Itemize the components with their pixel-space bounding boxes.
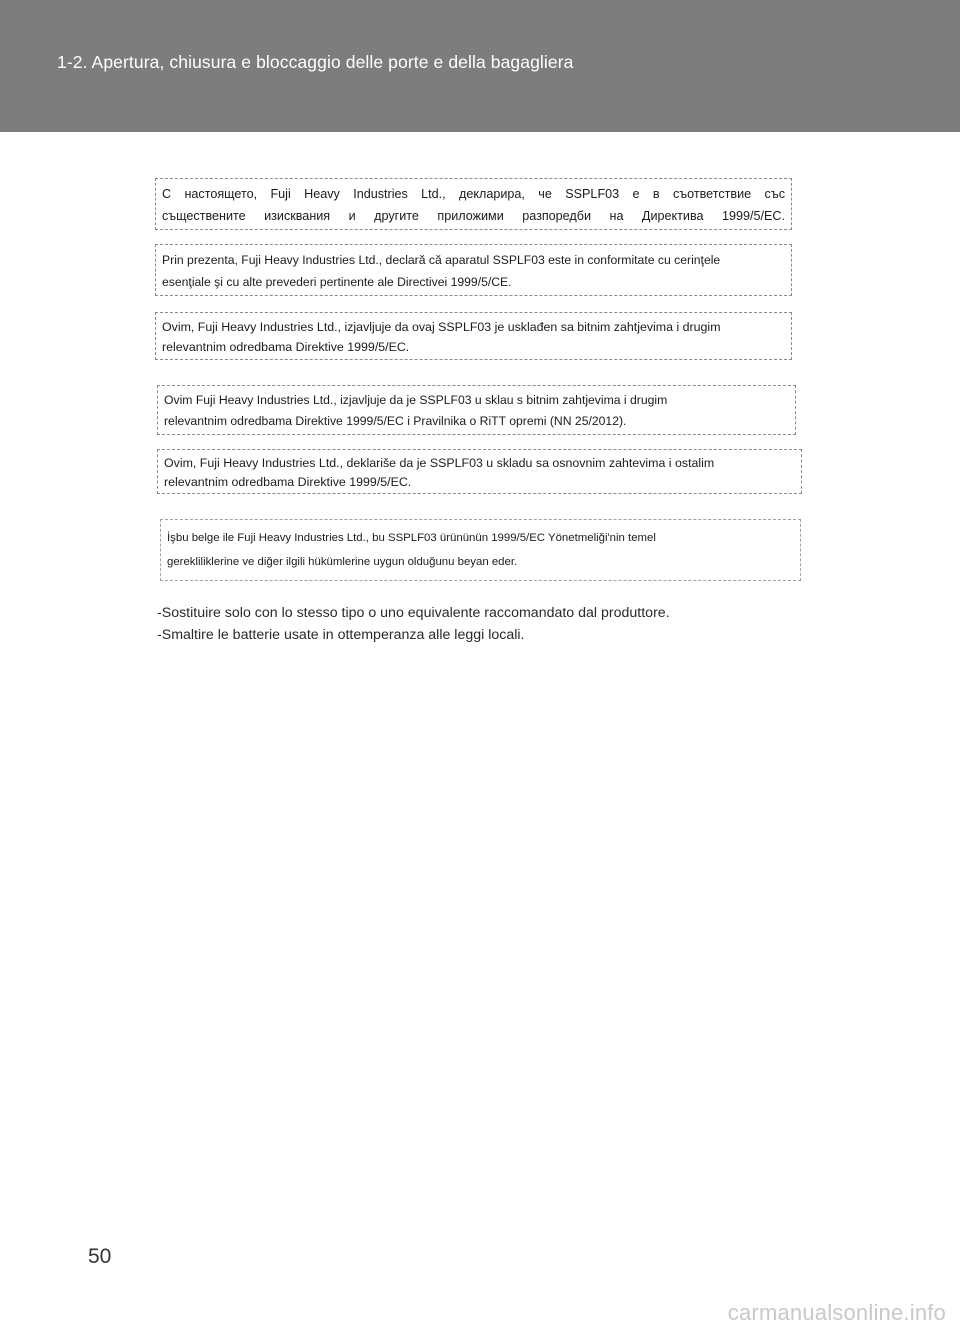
declaration-line: esenţiale şi cu alte prevederi pertinente ale Directivei 1999/5/CE. [162, 275, 512, 289]
declaration-line: С настоящето, Fuji Heavy Industries Ltd., декларира, че SSPLF03 е в съответствие със [162, 187, 785, 201]
declaration-box-croatian-2 [157, 385, 796, 435]
declaration-line: Ovim Fuji Heavy Industries Ltd., izjavljuje da je SSPLF03 u sklau s bitnim zahtjevima i drugim [164, 393, 668, 407]
declaration-line: Ovim, Fuji Heavy Industries Ltd., deklariše da je SSPLF03 u skladu sa osnovnim zahtevima i ostalim [164, 456, 715, 470]
page-number: 50 [88, 1245, 112, 1268]
site-watermark: carmanualsonline.info [727, 1300, 946, 1325]
declaration-box-croatian-1 [155, 312, 792, 360]
battery-note-replace: -Sostituire solo con lo stesso tipo o uno equivalente raccomandato dal produttore. [157, 605, 670, 621]
page-header [0, 0, 960, 132]
declaration-line: gerekliliklerine ve diğer ilgili hükümlerine uygun olduğunu beyan eder. [167, 556, 518, 568]
declaration-box-romanian [155, 244, 792, 296]
section-title: 1-2. Apertura, chiusura e bloccaggio delle porte e della bagagliera [57, 52, 574, 72]
battery-note-dispose: -Smaltire le batterie usate in ottemperanza alle leggi locali. [157, 627, 525, 643]
declaration-box-bulgarian [155, 178, 792, 230]
declaration-line: relevantnim odredbama Direktive 1999/5/EC. [162, 340, 410, 354]
declaration-box-turkish [160, 519, 801, 581]
declaration-line: relevantnim odredbama Direktive 1999/5/EC. [164, 475, 412, 489]
declaration-line: Ovim, Fuji Heavy Industries Ltd., izjavljuje da ovaj SSPLF03 je usklađen sa bitnim zahtjevima i drugim [162, 320, 721, 334]
declaration-line: relevantnim odredbama Direktive 1999/5/EC i Pravilnika o RiTT opremi (NN 25/2012). [164, 414, 627, 428]
declaration-box-serbian [157, 449, 802, 494]
declaration-line: Prin prezenta, Fuji Heavy Industries Ltd., declară că aparatul SSPLF03 este in conformitate cu cerinţele [162, 253, 721, 267]
declaration-line: İşbu belge ile Fuji Heavy Industries Ltd., bu SSPLF03 ürününün 1999/5/EC Yönetmeliği'nin temel [167, 532, 656, 544]
declaration-line: съществените изисквания и другите приложими разпоредби на Директива 1999/5/EC. [162, 209, 785, 223]
